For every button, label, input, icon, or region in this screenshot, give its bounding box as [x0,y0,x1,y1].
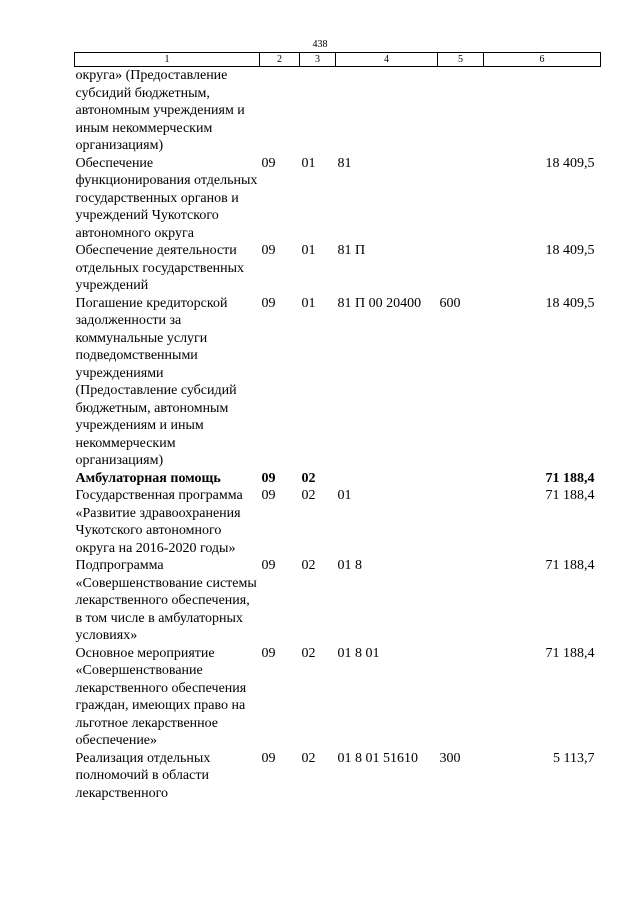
row-section-code: 09 [261,558,276,573]
table-header-row [75,53,601,67]
row-name: Реализация отдельных полномочий в области лекарственного [75,750,211,801]
row-amount: 18 409,5 [545,155,595,171]
row-amount: 18 409,5 [545,243,595,258]
row-name: округа» (Предоставление субсидий бюджетным, автономным учреждениям и иным некоммерческим организациям) [75,68,245,153]
row-target-article: 01 8 [337,558,362,573]
row-expense-type [438,470,484,488]
row-name: Подпрограмма «Совершенствование системы лекарственного обеспечения, в том числе в амбулаторных условиях» [75,558,257,643]
row-subsection-code: 01 [301,295,316,311]
row-amount [484,67,601,155]
table-row [75,750,601,803]
row-amount: 71 188,4 [545,488,595,503]
row-section-code: 09 [261,470,276,486]
row-expense-type [438,67,484,155]
budget-table [74,52,601,802]
row-expense-type [438,242,484,295]
row-subsection-code: 01 [301,243,316,258]
row-target-article: 01 8 01 51610 [337,750,418,766]
row-section-code [260,67,300,155]
row-amount: 18 409,5 [545,295,595,311]
table-row [75,487,601,557]
table-row [75,295,601,470]
table-row [75,67,601,155]
row-subsection-code: 02 [301,470,316,486]
row-section-code: 09 [261,295,276,311]
column-header-2: 2 [260,53,300,67]
row-expense-type [438,155,484,243]
row-name: Амбулаторная помощь [75,470,221,486]
row-target-article: 81 [337,155,352,171]
row-expense-type [438,557,484,645]
row-expense-type: 600 [439,295,461,311]
column-header-1: 1 [75,53,260,67]
row-amount: 5 113,7 [553,750,595,766]
table-row [75,155,601,243]
row-amount: 71 188,4 [545,558,595,573]
row-target-article [336,67,438,155]
row-name: Основное мероприятие «Совершенствование лекарственного обеспечения граждан, имеющих право на льготное лекарственное обеспечение» [75,645,247,748]
row-subsection-code: 01 [301,155,316,171]
row-section-code: 09 [261,750,276,766]
table-row [75,645,601,750]
column-header-3: 3 [300,53,336,67]
row-target-article: 01 8 01 [337,645,380,661]
row-subsection-code: 02 [301,488,316,503]
row-section-code: 09 [261,645,276,661]
row-amount: 71 188,4 [545,470,595,486]
row-subsection-code [300,67,336,155]
row-target-article: 81 П [337,243,366,258]
table-row [75,470,601,488]
column-header-4: 4 [336,53,438,67]
row-section-code: 09 [261,243,276,258]
row-name: Погашение кредиторской задолженности за коммунальные услуги подведомственными учреждениями (Предоставление субсидий бюджетным, автономным учреждениям и иным некоммерческим организациям) [75,295,237,468]
row-subsection-code: 02 [301,558,316,573]
row-expense-type: 300 [439,750,461,766]
row-amount: 71 188,4 [545,645,595,661]
page-number: 438 [312,39,328,50]
row-subsection-code: 02 [301,750,316,766]
row-expense-type [438,645,484,750]
row-section-code: 09 [261,155,276,171]
table-row [75,242,601,295]
row-target-article [336,470,438,488]
row-name: Государственная программа «Развитие здравоохранения Чукотского автономного округа на 2016-2020 годы» [75,488,243,556]
row-section-code: 09 [261,488,276,503]
row-name: Обеспечение функционирования отдельных государственных органов и учреждений Чукотского автономного округа [75,155,258,241]
row-name: Обеспечение деятельности отдельных государственных учреждений [75,243,245,293]
row-expense-type [438,487,484,557]
table-row [75,557,601,645]
row-target-article: 01 [337,488,352,503]
row-subsection-code: 02 [301,645,316,661]
row-target-article: 81 П 00 20400 [337,295,422,311]
column-header-6: 6 [484,53,601,67]
column-header-5: 5 [438,53,484,67]
